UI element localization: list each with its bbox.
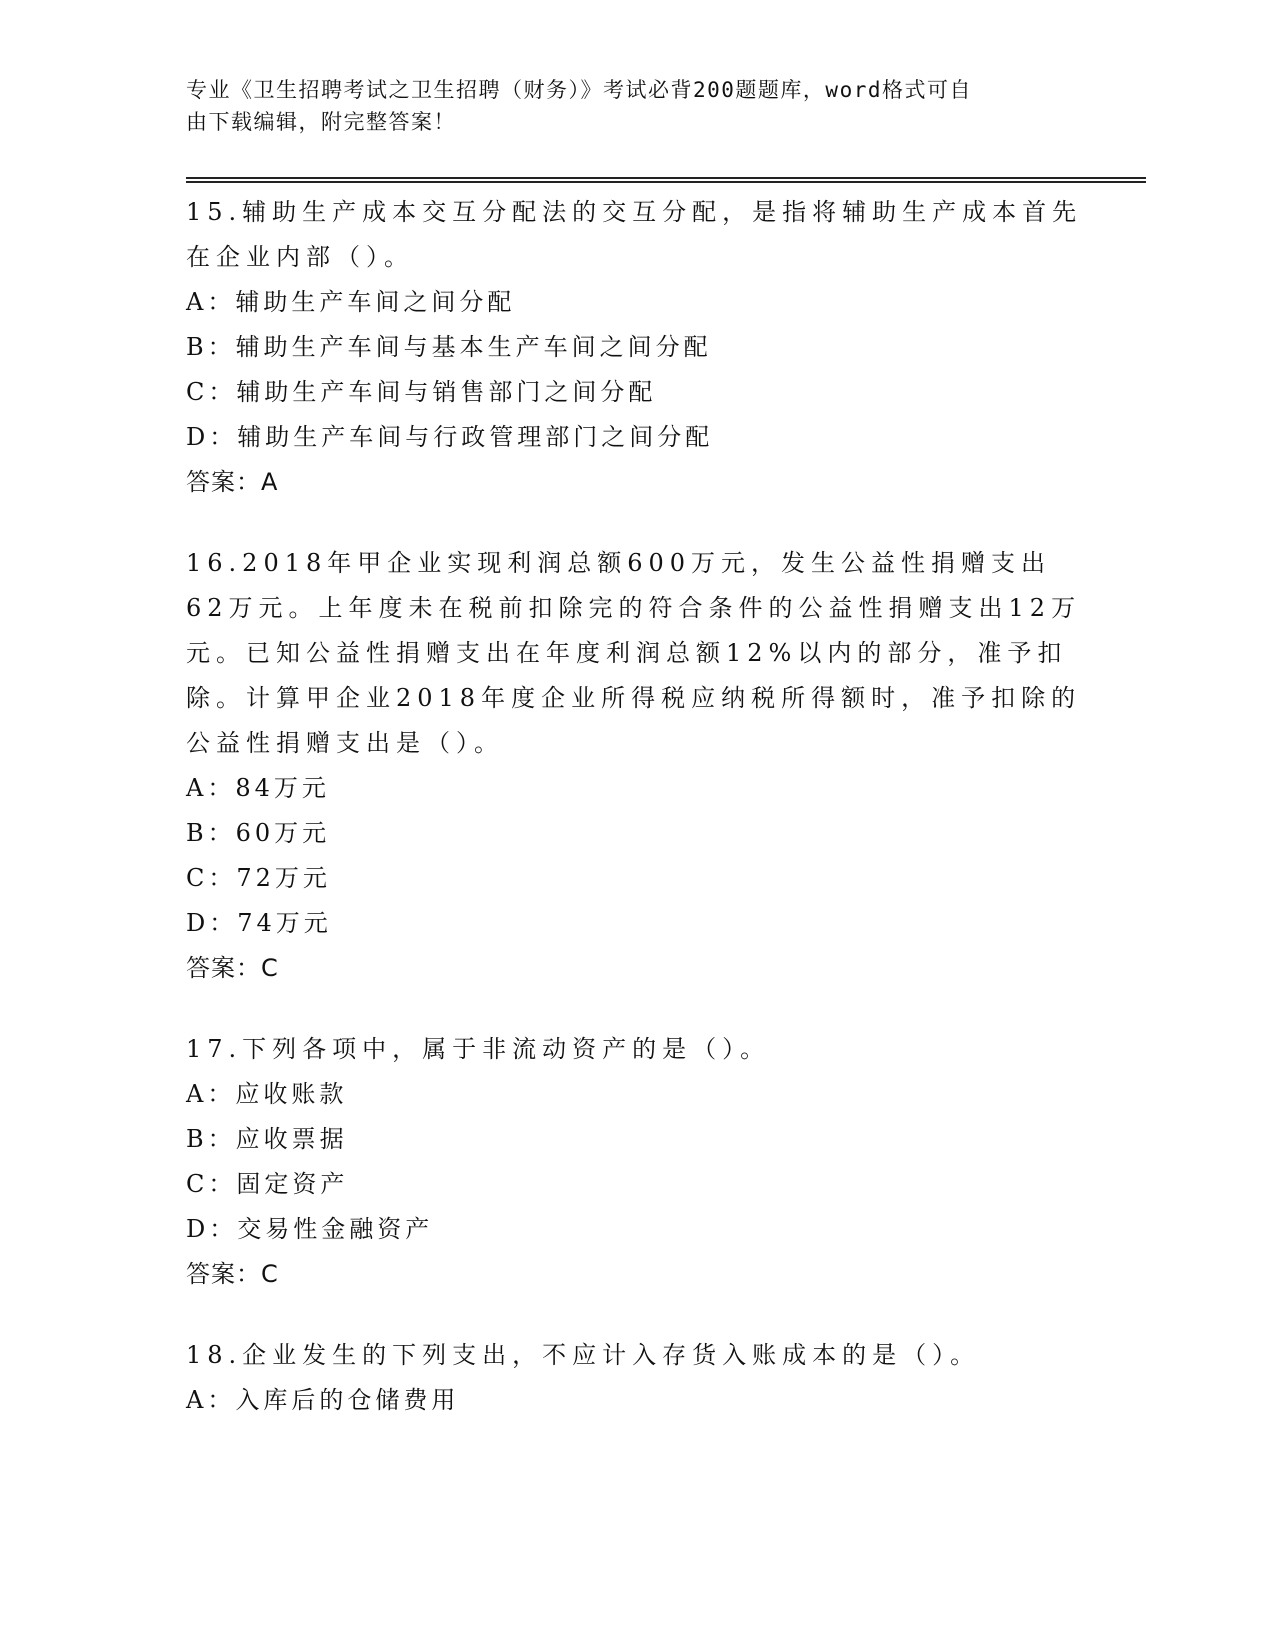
question-stem: 17.下列各项中，属于非流动资产的是（）。 [186, 1035, 771, 1063]
question-list [186, 190, 1086, 1459]
option-a: A：入库后的仓储费用 [186, 1386, 460, 1414]
option-b: B：应收票据 [186, 1125, 348, 1153]
option-a: A：应收账款 [186, 1080, 348, 1108]
header-line-1: 专业《卫生招聘考试之卫生招聘（财务）》考试必背200题题库，word格式可自 [186, 78, 972, 102]
option-b: B：60万元 [186, 819, 331, 847]
option-a: A：84万元 [186, 774, 330, 802]
option-c: C：固定资产 [186, 1170, 349, 1198]
header-divider-bottom [186, 181, 1146, 183]
option-a: A：辅助生产车间之间分配 [186, 288, 516, 316]
answer-text: 答案：C [186, 1260, 279, 1288]
answer-text: 答案：C [186, 954, 279, 982]
header-line-2: 由下载编辑，附完整答案！ [186, 110, 456, 134]
answer-text: 答案：A [186, 468, 279, 496]
option-d: D：交易性金融资产 [186, 1215, 434, 1243]
question-17 [186, 1027, 1086, 1297]
question-16 [186, 541, 1086, 991]
document-header [186, 74, 1066, 138]
option-d: D：辅助生产车间与行政管理部门之间分配 [186, 423, 714, 451]
option-c: C：辅助生产车间与销售部门之间分配 [186, 378, 657, 406]
question-stem: 18.企业发生的下列支出，不应计入存货入账成本的是（）。 [186, 1341, 981, 1369]
question-15 [186, 190, 1086, 505]
question-stem: 16.2018年甲企业实现利润总额600万元，发生公益性捐赠支出62万元。上年度未在税前扣除完的符合条件的公益性捐赠支出12万元。已知公益性捐赠支出在年度利润总额12%以内的部分，准予扣除。计算甲企业2018年度企业所得税应纳税所得额时，准予扣除的公益性捐赠支出是（）。 [186, 549, 1082, 757]
option-c: C：72万元 [186, 864, 331, 892]
option-b: B：辅助生产车间与基本生产车间之间分配 [186, 333, 712, 361]
header-divider-top [186, 177, 1146, 179]
question-stem: 15.辅助生产成本交互分配法的交互分配，是指将辅助生产成本首先在企业内部（）。 [186, 198, 1083, 271]
question-18 [186, 1333, 1086, 1423]
option-d: D：74万元 [186, 909, 332, 937]
